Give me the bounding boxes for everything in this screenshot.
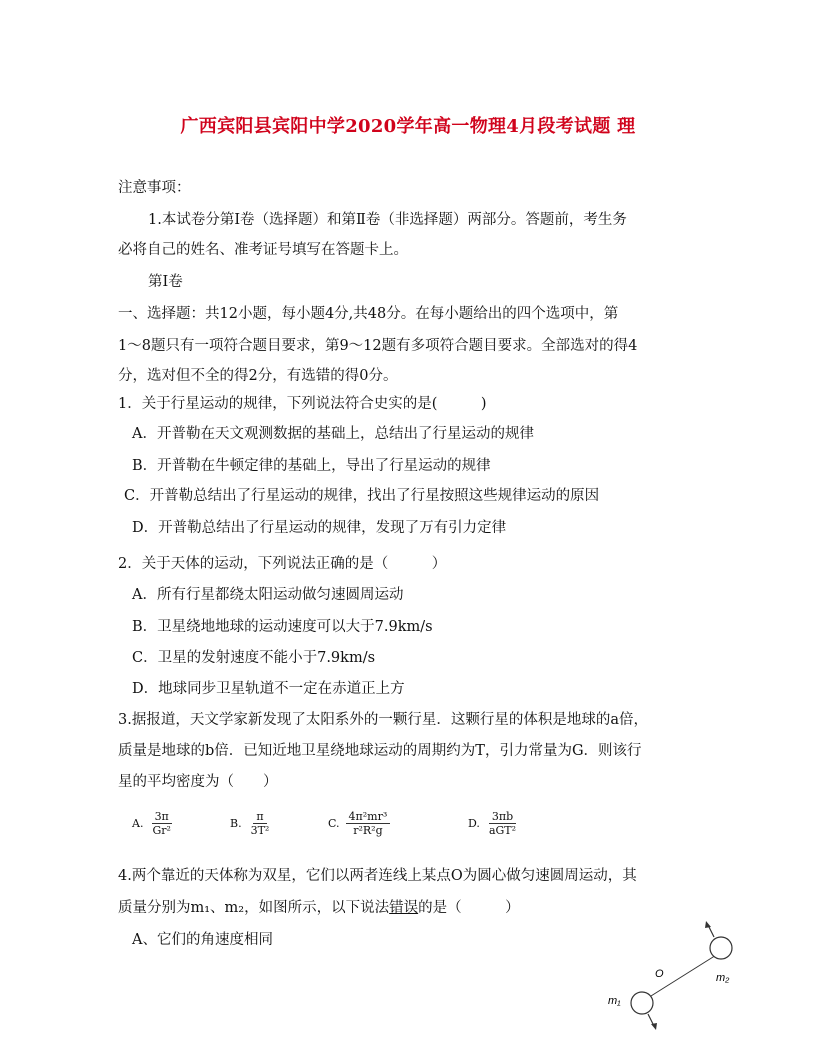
q3-line2: 质量是地球的b倍．已知近地卫星绕地球运动的周期约为T，引力常量为G．则该行 xyxy=(118,743,642,759)
part1-line3: 分，选对但不全的得2分，有选错的得0分。 xyxy=(118,368,398,384)
notice-item1-line1: 1.本试卷分第Ⅰ卷（选择题）和第Ⅱ卷（非选择题）两部分。答题前，考生务 xyxy=(148,212,627,228)
q4-line2-underlined: 错误 xyxy=(389,900,419,916)
q3-choice-d xyxy=(468,810,519,837)
q3-choice-a xyxy=(132,810,174,837)
label-m1: m₁ xyxy=(608,995,621,1007)
q3-line1: 3.据报道，天文学家新发现了太阳系外的一颗行星．这颗行星的体积是地球的a倍， xyxy=(118,712,648,728)
star-m1 xyxy=(631,992,653,1014)
q3-choice-c-num: 4π²mr³ xyxy=(346,810,391,824)
notice-item1-line2: 必将自己的姓名、准考证号填写在答题卡上。 xyxy=(118,242,408,258)
label-m2: m₂ xyxy=(716,972,730,984)
arrowhead-m1 xyxy=(651,1023,657,1030)
q2-stem: 2．关于天体的运动，下列说法正确的是（ ） xyxy=(118,556,447,572)
q3-choices xyxy=(132,810,592,844)
q3-choice-b-num: π xyxy=(253,810,266,824)
q1-option-d: D．开普勒总结出了行星运动的规律，发现了万有引力定律 xyxy=(132,520,507,536)
q2-option-c: C．卫星的发射速度不能小于7.9km/s xyxy=(132,650,376,666)
q3-choice-a-label: A. xyxy=(132,817,144,830)
q3-choice-c-label: C. xyxy=(328,817,340,830)
q4-line2-part-b: 的是（ ） xyxy=(418,900,520,916)
q1-option-b: B．开普勒在牛顿定律的基础上，导出了行星运动的规律 xyxy=(132,458,491,474)
q1-option-a: A．开普勒在天文观测数据的基础上，总结出了行星运动的规律 xyxy=(132,426,534,442)
q1-option-c: C．开普勒总结出了行星运动的规律，找出了行星按照这些规律运动的原因 xyxy=(124,488,600,504)
section-heading: 第Ⅰ卷 xyxy=(148,274,183,290)
q3-choice-b xyxy=(230,810,272,837)
q3-choice-a-den: Gr² xyxy=(152,824,171,837)
arrowhead-m2 xyxy=(705,921,711,928)
binary-star-diagram xyxy=(600,915,750,1035)
q3-choice-c-den: r²R²g xyxy=(353,824,383,837)
q2-option-d: D．地球同步卫星轨道不一定在赤道正上方 xyxy=(132,681,405,697)
q3-choice-d-den: aGT² xyxy=(488,824,517,837)
q4-line1: 4.两个靠近的天体称为双星，它们以两者连线上某点O为圆心做匀速圆周运动，其 xyxy=(118,868,637,884)
q3-choice-a-fraction xyxy=(149,810,173,837)
part1-line2: 1～8题只有一项符合题目要求，第9～12题有多项符合题目要求。全部选对的得4 xyxy=(118,338,638,354)
star-m2 xyxy=(710,937,732,959)
q3-line3: 星的平均密度为（ ） xyxy=(118,774,278,790)
q3-choice-b-fraction xyxy=(248,810,273,837)
q3-choice-c xyxy=(328,810,390,837)
q3-choice-b-den: 3T² xyxy=(250,824,270,837)
q3-choice-a-num: 3π xyxy=(152,810,172,824)
page-title: 广西宾阳县宾阳中学2020学年高一物理4月段考试题 理 xyxy=(180,116,636,137)
q3-choice-d-label: D. xyxy=(468,817,480,830)
q4-line2 xyxy=(118,898,520,918)
q2-option-b: B．卫星绕地地球的运动速度可以大于7.9km/s xyxy=(132,619,433,635)
q4-line2-part-a: 质量分别为m₁、m₂，如图所示，以下说法 xyxy=(118,900,390,916)
q3-choice-d-num: 3πb xyxy=(489,810,516,824)
q2-option-a: A．所有行星都绕太阳运动做匀速圆周运动 xyxy=(132,587,404,603)
q3-choice-d-fraction xyxy=(486,810,519,837)
notice-heading: 注意事项： xyxy=(118,180,191,196)
part1-line1: 一、选择题：共12小题，每小题4分,共48分。在每小题给出的四个选项中，第 xyxy=(118,306,619,322)
q4-option-a: A、它们的角速度相同 xyxy=(132,932,273,948)
center-label-o: O xyxy=(655,968,664,980)
q3-choice-c-fraction xyxy=(346,810,391,837)
q3-choice-b-label: B. xyxy=(230,817,242,830)
q1-stem: 1．关于行星运动的规律，下列说法符合史实的是( ) xyxy=(118,396,487,412)
